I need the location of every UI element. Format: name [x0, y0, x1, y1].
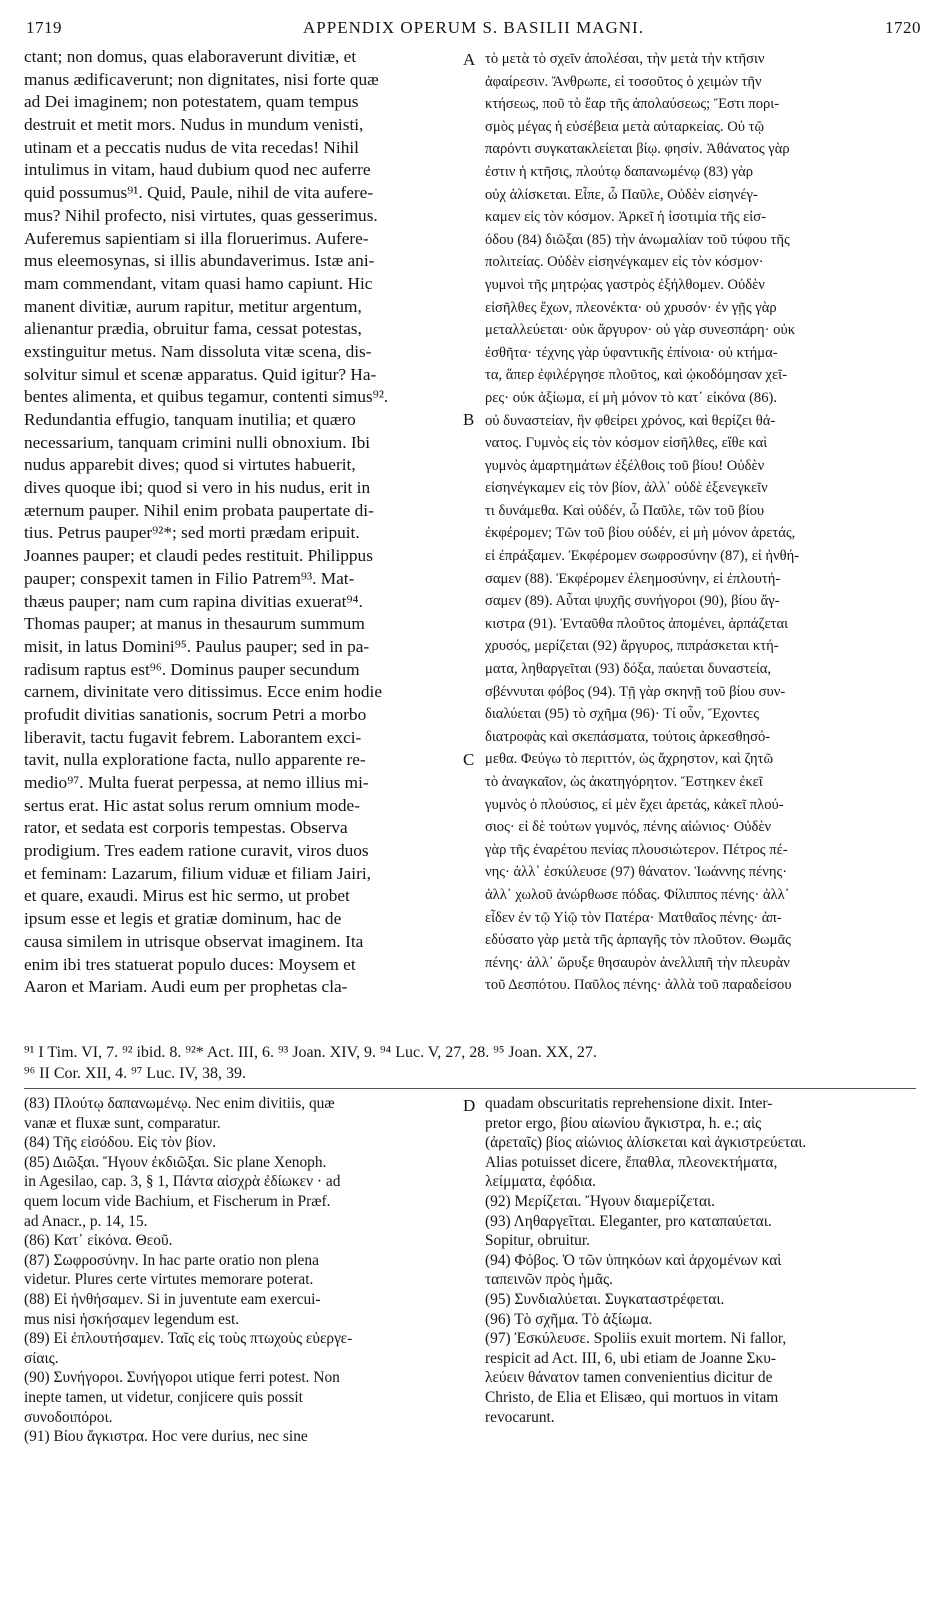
greek-line: τι δυνάμεθα. Καὶ οὐδέν, ὦ Παῦλε, τῶν τοῦ βίου: [485, 502, 765, 519]
note-line: (87) Σωφροσύνην. In hac parte oratio non plena: [24, 1251, 319, 1269]
scripture-footnotes: [24, 1042, 916, 1084]
footnote-divider: [24, 1088, 916, 1089]
greek-line: νης· ἀλλ᾽ ἐσκύλευσε (97) θάνατον. Ἰωάννης πένης·: [485, 864, 788, 881]
latin-line: carnem, divinitate vero ditissimus. Ecce enim hodie: [24, 682, 383, 702]
note-line: (84) Τῆς εἰσόδου. Εἰς τὸν βίον.: [24, 1134, 217, 1152]
note-line: quadam obscuritatis reprehensione dixit. Inter-: [485, 1095, 773, 1112]
note-line: ad Anacr., p. 14, 15.: [24, 1212, 148, 1230]
page-number-left: 1719: [26, 18, 62, 37]
latin-line: exstinguitur metus. Nam dissoluta vitæ scena, dis-: [24, 341, 372, 361]
greek-line: καμεν εἰς τὸν κόσμον. Ἀρκεῖ ἡ ἰσοτιμία τῆς εἰσ-: [485, 209, 766, 226]
notes-left-column: [24, 1094, 456, 1504]
latin-line: Auferemus sapientiam si illa floruerimus. Aufere-: [24, 228, 369, 248]
note-line: (96) Τὸ σχῆμα. Τὸ ἀξίωμα.: [485, 1310, 653, 1328]
note-line: revocarunt.: [485, 1408, 555, 1426]
latin-line: ad Dei imaginem; non potestatem, quam tempus: [24, 92, 359, 112]
greek-line: τα, ἅπερ ἐφιλέργησε πλοῦτος, καὶ ᾠκοδόμησαν χεῖ-: [485, 367, 787, 384]
note-line: vanæ et fluxæ sunt, comparatur.: [24, 1114, 221, 1132]
latin-line: æternum pauper. Nihil enim probata paupertate di-: [24, 500, 374, 520]
note-line: (92) Μερίζεται. Ἤγουν διαμερίζεται.: [485, 1192, 715, 1210]
note-line: λείμματα, ἐφόδια.: [485, 1173, 596, 1191]
latin-line: radisum raptus est⁹⁶. Dominus pauper secundum: [24, 659, 360, 679]
latin-line: et quare, exaudi. Mirus est hic sermo, ut probet: [24, 886, 350, 906]
greek-line: τὸ μετὰ τὸ σχεῖν ἀπολέσαι, τὴν μετὰ τὴν κτῆσιν: [485, 51, 765, 67]
latin-line: rator, et sedata est corporis tempestas. Observa: [24, 818, 348, 838]
latin-line: necessarium, tanquam crimini nulli obnoxium. Ibi: [24, 432, 371, 452]
greek-line: παρόντι συγκατακλείεται βίῳ. φησίν. Ἀθάνατος γὰρ: [485, 141, 790, 158]
latin-line: pauper; conspexit tamen in Filio Patrem⁹³. Mat-: [24, 568, 355, 588]
greek-line: τὸ ἀναγκαῖον, ὡς ἀκατηγόρητον. Ἔστηκεν ἐκεῖ: [485, 774, 763, 790]
latin-line: misit, in latus Domini⁹⁵. Paulus pauper; sed in pa-: [24, 636, 370, 656]
note-line: (93) Ληθαργεῖται. Eleganter, pro καταπαύεται.: [485, 1212, 772, 1230]
note-line: σίαις.: [24, 1349, 59, 1367]
latin-line: mam commendant, vitam quasi hamo capiunt. Hic: [24, 273, 373, 293]
note-line: λεύειν θάνατον tamen convenientius dicitur de: [485, 1369, 773, 1387]
note-line: (85) Διῶξαι. Ἤγουν ἐκδιῶξαι. Sic plane Xenoph.: [24, 1153, 327, 1171]
note-line: (94) Φόβος. Ὁ τῶν ὑπηκόων καὶ ἀρχομένων καὶ: [485, 1251, 782, 1269]
margin-letter-b: B: [463, 410, 475, 429]
note-line: (83) Πλούτῳ δαπανωμένῳ. Nec enim divitiis, quæ: [24, 1095, 335, 1112]
latin-line: profudit divitias sanationis, socrum Petri a morbo: [24, 704, 367, 724]
latin-line: manent divitiæ, aurum rapitur, metitur argentum,: [24, 296, 362, 316]
greek-line: μεθα. Φεύγω τὸ περιττόν, ὡς ἄχρηστον, καὶ ζητῶ: [485, 751, 774, 768]
greek-line: σβέννυται φόβος (94). Τῇ γὰρ σκηνῇ τοῦ βίου συν-: [485, 683, 786, 700]
greek-line: πένης· ἀλλ᾽ ὤρυξε θησαυρὸν ἀνελλιπῆ τὴν πλευρὰν: [485, 954, 790, 971]
greek-line: τοῦ Δεσπότου. Παῦλος πένης· ἀλλὰ τοῦ παραδείσου: [485, 977, 792, 994]
greek-line: γυμνὸς ὁ πλούσιος, εἰ μὲν ἔχει ἀρετάς, κἀκεῖ πλού-: [485, 796, 784, 813]
latin-line: medio⁹⁷. Multa fuerat perpessa, at nemo illius mi-: [24, 773, 369, 792]
note-line: quem locum vide Bachium, et Fischerum in Præf.: [24, 1192, 331, 1210]
greek-line: πολιτείας. Οὐδὲν εἰσηνέγκαμεν εἰς τὸν κόσμον·: [485, 254, 764, 271]
page-number-right: 1720: [885, 18, 921, 37]
greek-line: εδύσατο γὰρ μετὰ τῆς ἁρπαγῆς τὸν πλοῦτον. Θωμᾶς: [485, 932, 791, 949]
greek-line: ἀλλ᾽ χωλοῦ ἀνώρθωσε πόδας. Φίλιππος πένης· ἀλλ᾽: [485, 886, 790, 903]
latin-line: Redundantia effugio, tanquam inutilia; et quæro: [24, 410, 356, 429]
footnote-line: ⁹¹ I Tim. VI, 7. ⁹² ibid. 8. ⁹²* Act. III, 6. ⁹³ Joan. XIV, 9. ⁹⁴ Luc. V, 27, 28. ⁹⁵ Joan. XX, 27.: [24, 1044, 597, 1061]
note-line: respicit ad Act. III, 6, ubi etiam de Joanne Σκυ-: [485, 1349, 777, 1367]
latin-line: thæus pauper; nam cum rapina divitias exuerat⁹⁴.: [24, 591, 363, 611]
greek-line: σαμεν (89). Αὗται ψυχῆς συνήγοροι (90), βίου ἄγ-: [485, 593, 780, 610]
greek-line: ἐστιν ἡ κτῆσις, πλούτῳ δαπανωμένῳ (83) γὰρ: [485, 163, 754, 180]
latin-line: ipsum esse et legis et gratiæ dominum, hac de: [24, 909, 342, 929]
latin-line: alienantur prædia, obruitur fama, cessat potestas,: [24, 319, 362, 339]
latin-line: tius. Petrus pauper⁹²*; sed morti prædam eripuit.: [24, 523, 360, 543]
note-line: Alias potuisset dicere, ἔπαθλα, πλεονεκτήματα,: [485, 1153, 778, 1171]
margin-letter-c: C: [463, 750, 475, 769]
note-line: pretor ergo, βίου αἰωνίου ἄγκιστρα, h. e.; αἱς: [485, 1114, 762, 1132]
latin-line: utinam et a peccatis nudus de vita recedas! Nihil: [24, 137, 359, 157]
note-line: (91) Βίου ἄγκιστρα. Hoc vere durius, nec sine: [24, 1428, 308, 1446]
note-line: (90) Συνήγοροι. Συνήγοροι utique ferri potest. Non: [24, 1369, 340, 1387]
greek-line: όδου (84) διῶξαι (85) τὴν ἀνωμαλίαν τοῦ τύφου τῆς: [485, 231, 790, 248]
note-line: συνοδοιπόροι.: [24, 1408, 113, 1426]
greek-line: ἀφαίρεσιν. Ἄνθρωπε, εἰ τοσοῦτος ὁ χειμὼν τῆν: [485, 73, 762, 90]
latin-line: solvitur simul et scenæ apparatus. Quid igitur? Ha-: [24, 364, 377, 384]
notes-right-column: [485, 1094, 917, 1504]
latin-line: sertus erat. Hic astat solus rerum omnium mode-: [24, 795, 360, 815]
note-line: (86) Κατ᾽ εἰκόνα. Θεοῦ.: [24, 1232, 173, 1250]
running-title: APPENDIX OPERUM S. BASILII MAGNI.: [303, 18, 644, 37]
latin-line: ctant; non domus, quas elaboraverunt divitiæ, et: [24, 47, 357, 66]
greek-line: σαμεν (88). Ἐκφέρομεν ἐλεημοσύνην, εἰ ἐπλουτή-: [485, 570, 781, 587]
greek-line: γυμνὸς ἁμαρτημάτων ἐξέλθοις τοῦ βίου! Οὐδὲν: [485, 457, 765, 474]
greek-line: σμὸς μέγας ἡ εὐσέβεια μετὰ αὐταρκείας. Οὐ τῷ: [485, 118, 765, 135]
latin-line: tavit, nulla exploratione facta, nullo apparente re-: [24, 750, 366, 770]
note-line: inepte tamen, ut videtur, conjicere quis possit: [24, 1388, 303, 1406]
running-header: [26, 18, 921, 42]
note-line: (ἀρεταῖς) βίος αἰώνιος ἁλίσκεται καὶ ἀγκιστρεύεται.: [485, 1134, 807, 1152]
greek-line: οὐχ ἁλίσκεται. Εἶπε, ὦ Παῦλε, Οὐδὲν εἰσηνέγ-: [485, 186, 758, 203]
note-line: (88) Εἰ ἠνθήσαμεν. Si in juventute eam exercui-: [24, 1290, 321, 1308]
greek-line: εἰσῆλθες ἔχων, πλεονέκτα· οὐ χρυσόν· ἐν γῇς γὰρ: [485, 299, 777, 316]
margin-letter-d: D: [463, 1096, 476, 1115]
note-line: Sopitur, obruitur.: [485, 1232, 590, 1250]
greek-line: εἰ ἐπράξαμεν. Ἐκφέρομεν σωφροσύνην (87), εἰ ἠνθή-: [485, 548, 800, 565]
note-line: (97) Ἐσκύλευσε. Spoliis exuit mortem. Ni fallor,: [485, 1330, 787, 1348]
latin-line: intulimus in vitam, haud dubium quod nec auferre: [24, 160, 371, 180]
greek-line: γὰρ τῆς ἐναρέτου πενίας πλουσιώτερον. Πέτρος πέ-: [485, 841, 788, 858]
latin-line: mus eleemosynas, si illis abundaverimus. Istæ ani-: [24, 251, 375, 271]
greek-line: διατροφὰς καὶ σκεπάσματα, τούτοις ἀρκεσθησό-: [485, 728, 771, 745]
note-line: (89) Εἰ ἐπλουτήσαμεν. Ταῖς εἰς τοὺς πτωχοὺς εὐεργε-: [24, 1330, 353, 1348]
note-line: in Agesilao, cap. 3, § 1, Πάντα αἰσχρὰ ἐδίωκεν · ad: [24, 1173, 341, 1191]
latin-line: mus? Nihil profecto, nisi virtutes, quas gesserimus.: [24, 205, 378, 225]
note-line: ταπεινῶν πρὸς ἡμᾶς.: [485, 1271, 613, 1289]
latin-line: quid possumus⁹¹. Quid, Paule, nihil de vita aufere-: [24, 183, 374, 203]
latin-line: dives quoque ibi; quod si vero in his nudus, erit in: [24, 478, 371, 498]
greek-line: νατος. Γυμνὸς εἰς τὸν κόσμον εἰσῆλθες, εἴθε καὶ: [485, 435, 768, 452]
latin-line: et feminam: Lazarum, filium viduæ et filiam Jairi,: [24, 863, 371, 883]
greek-line: ἐσθῆτα· τέχνης γὰρ ὑφαντικῆς ἐπίνοια· οὐ κτήμα-: [485, 344, 778, 361]
latin-line: enim ibi tres statuerat populo duces: Moysem et: [24, 954, 356, 974]
latin-line: nudus apparebit dives; quod si virtutes habuerit,: [24, 455, 356, 475]
greek-line: γυμνοὶ τῆς μητρῴας γαστρὸς ἐξήλθομεν. Οὐδὲν: [485, 276, 765, 293]
greek-line: μεταλλεύεται· οὐκ ἄργυρον· οὐ γὰρ συνεσπάρη· οὐκ: [485, 322, 796, 339]
greek-line: ματα, ληθαργεῖται (93) δόξα, παύεται δυναστεία,: [485, 661, 772, 678]
greek-line: χρυσός, μερίζεται (92) ἄργυρος, πιπράσκεται κτή-: [485, 638, 779, 655]
greek-line: ρες· οὐκ ἀξίωμα, εἰ μὴ μόνον τὸ κατ᾽ εἰκόνα (86).: [485, 389, 778, 406]
greek-line: διαλύεται (95) τὸ σχῆμα (96)· Τί οὖν, Ἔχοντες: [485, 706, 760, 723]
greek-line: σιος· εἰ δὲ τούτων γυμνός, πένης αἰώνιος· Οὐδὲν: [485, 819, 772, 836]
latin-text-column: [24, 46, 456, 1056]
note-line: (95) Συνδιαλύεται. Συγκαταστρέφεται.: [485, 1290, 725, 1308]
latin-line: Aaron et Mariam. Audi eum per prophetas cla-: [24, 977, 348, 997]
greek-line: κιστρα (91). Ἐνταῦθα πλοῦτος ἀπομένει, ἁρπάζεται: [485, 615, 789, 632]
greek-line: ἐκφέρομεν; Τῶν τοῦ βίου οὐδέν, εἰ μὴ μόνον ἀρετάς,: [485, 525, 796, 542]
footnote-line: ⁹⁶ II Cor. XII, 4. ⁹⁷ Luc. IV, 38, 39.: [24, 1065, 246, 1082]
latin-line: prodigium. Tres eadem ratione curavit, viros duos: [24, 841, 369, 861]
note-line: mus nisi ἠσκήσαμεν legendum est.: [24, 1310, 240, 1328]
latin-line: Joannes pauper; et claudi pedes restituit. Philippus: [24, 546, 373, 566]
greek-line: εἰσηνέγκαμεν εἰς τὸν βίον, ἀλλ᾽ οὐδὲ ἐξενεγκεῖν: [485, 480, 768, 497]
note-line: Christo, de Elia et Elisæo, qui mortuos in vitam: [485, 1388, 779, 1406]
latin-line: Thomas pauper; at manus in thesaurum summum: [24, 614, 365, 634]
note-line: videtur. Plures certe virtutes memorare poterat.: [24, 1271, 314, 1289]
latin-line: causa similem in utrisque observat imaginem. Ita: [24, 931, 364, 951]
greek-line: κτήσεως, ποῦ τὸ ἔαρ τῆς ἀπολαύσεως; Ἔστι πορι-: [485, 96, 780, 113]
greek-line: εἶδεν ἐν τῷ Υἱῷ τὸν Πατέρα· Ματθαῖος πένης· ἀπ-: [485, 909, 782, 926]
latin-line: destruit et metit mors. Nudus in mundum venisti,: [24, 115, 364, 135]
greek-text-column: [485, 48, 917, 1058]
greek-line: οὐ δυναστείαν, ἣν φθείρει χρόνος, καὶ θερίζει θά-: [485, 412, 776, 429]
latin-line: manus ædificaverunt; non dignitates, nisi forte quæ: [24, 69, 379, 89]
latin-line: bentes alimenta, et quibus tegamur, contenti simus⁹².: [24, 387, 389, 407]
latin-line: liberavit, tactu fugavit febrem. Laborantem exci-: [24, 727, 362, 747]
margin-letter-a: A: [463, 50, 476, 69]
